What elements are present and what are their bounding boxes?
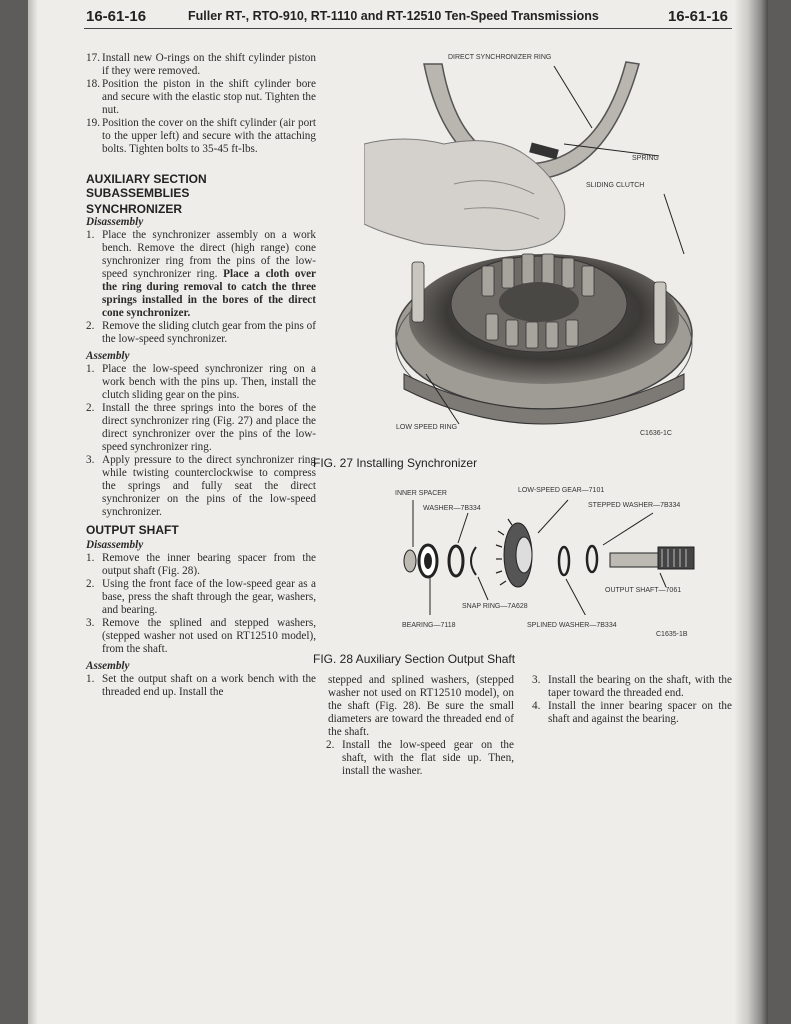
header-rule (84, 28, 732, 29)
bottom-list-2 (532, 674, 732, 726)
list-item: 18. Position the piston in the shift cylinder bore and secure with the elastic stop nut. Tighten the nut. (86, 78, 316, 116)
label-low-speed-ring: LOW SPEED RING (396, 424, 458, 431)
left-column (86, 52, 316, 699)
section-heading-auxiliary: AUXILIARY SECTION (86, 172, 207, 186)
manual-page (28, 0, 768, 1024)
section-heading-synchronizer: SYNCHRONIZER (86, 202, 183, 216)
subheading-assembly: Assembly (86, 660, 130, 672)
page-number-right: 16-61-16 (667, 8, 728, 25)
page-edge-shadow (734, 0, 768, 1024)
sync-disassembly-list (86, 229, 316, 346)
figure-code: C1635-1B (656, 631, 688, 638)
page-number-left: 16-61-16 (86, 8, 147, 25)
synchronizer-photo (364, 44, 704, 434)
subheading-assembly: Assembly (86, 350, 130, 362)
label-snap-ring: SNAP RING—7A628 (462, 603, 528, 610)
label-inner-spacer: INNER SPACER (395, 490, 447, 497)
list-item: 17. Install new O-rings on the shift cylinder piston if they were removed. (86, 52, 316, 77)
sync-assembly-list (86, 363, 316, 519)
list-item: 19. Position the cover on the shift cylinder (air port to the upper left) and secure with the attaching bolts. Tighten bolts to 35-45 ft-lbs. (86, 117, 316, 155)
list-item: 3. Install the bearing on the shaft, with the taper toward the threaded end. (532, 674, 732, 699)
list-item: 3. Remove the splined and stepped washers, (stepped washer not used on RT12510 model), from the shaft. (86, 617, 316, 655)
list-item: 4. Install the inner bearing spacer on the shaft and against the bearing. (532, 700, 732, 725)
subheading-disassembly: Disassembly (86, 539, 144, 551)
bottom-column-2 (532, 674, 732, 726)
list-item: 1. Place the low-speed synchronizer ring on a work bench with the pins up. Then, install the clutch sliding gear on the pins. (86, 363, 316, 401)
label-spring: SPRING (632, 155, 659, 162)
list-item: 2. Using the front face of the low-speed gear as a base, press the shaft through the gear, washers, and bearing. (86, 578, 316, 616)
figure-28-caption: FIG. 28 Auxiliary Section Output Shaft (313, 652, 516, 666)
list-item: 2. Install the low-speed gear on the shaft, with the flat side up. Then, install the washer. (326, 739, 514, 777)
bottom-list-1 (326, 739, 514, 778)
list-item: 1. Remove the inner bearing spacer from the output shaft (Fig. 28). (86, 552, 316, 577)
figure-27-caption: FIG. 27 Installing Synchronizer (313, 456, 478, 470)
label-bearing: BEARING—7118 (402, 622, 456, 629)
output-shaft-exploded-view (388, 495, 708, 615)
continued-paragraph: stepped and splined washers, (stepped washer not used on RT12510 model), on the shaft (Fig. 28). Be sure the small diameters are toward the threaded end of the shaft. (328, 674, 514, 738)
shaft-disassembly-list (86, 552, 316, 656)
label-output-shaft: OUTPUT SHAFT—7061 (605, 587, 682, 594)
spine-shadow (28, 0, 38, 1024)
list-item: 2. Install the three springs into the bores of the direct synchronizer ring (Fig. 27) and place the direct synchronizer over the pins of the low-speed synchronizer ring. (86, 402, 316, 453)
subheading-disassembly: Disassembly (86, 216, 144, 228)
label-stepped-washer: STEPPED WASHER—7B334 (588, 502, 681, 509)
section-heading-subassemblies: SUBASSEMBLIES (86, 186, 190, 200)
figure-code: C1636-1C (640, 430, 672, 437)
list-item: 1. Place the synchronizer assembly on a work bench. Remove the direct (high range) cone synchronizer ring from the pins of the low-speed synchronizer ring. Place a cloth over the ring during removal to catch the three springs installed in the bores of the direct cone synchronizer. (86, 229, 316, 319)
label-splined-washer: SPLINED WASHER—7B334 (527, 622, 617, 629)
list-item: 2. Remove the sliding clutch gear from the pins of the low-speed synchronizer. (86, 320, 316, 345)
label-low-speed-gear: LOW-SPEED GEAR—7101 (518, 487, 605, 494)
bottom-column-1 (326, 674, 514, 778)
page-header (28, 0, 768, 34)
steps-top-list (86, 52, 316, 156)
running-title: Fuller RT-, RTO-910, RT-1110 and RT-12510 Ten-Speed Transmissions (188, 9, 599, 23)
section-heading-output-shaft: OUTPUT SHAFT (86, 523, 179, 537)
label-sliding-clutch: SLIDING CLUTCH (586, 182, 645, 189)
label-washer: WASHER—7B334 (423, 505, 481, 512)
shaft-assembly-list (86, 673, 316, 699)
label-direct-synchronizer-ring: DIRECT SYNCHRONIZER RING (448, 54, 552, 61)
list-item: 1. Set the output shaft on a work bench with the threaded end up. Install the (86, 673, 316, 698)
list-item: 3. Apply pressure to the direct synchronizer ring while twisting counterclockwise to compress the springs and fully seat the direct synchronizer on the pins of the low-speed synchronizer. (86, 454, 316, 518)
